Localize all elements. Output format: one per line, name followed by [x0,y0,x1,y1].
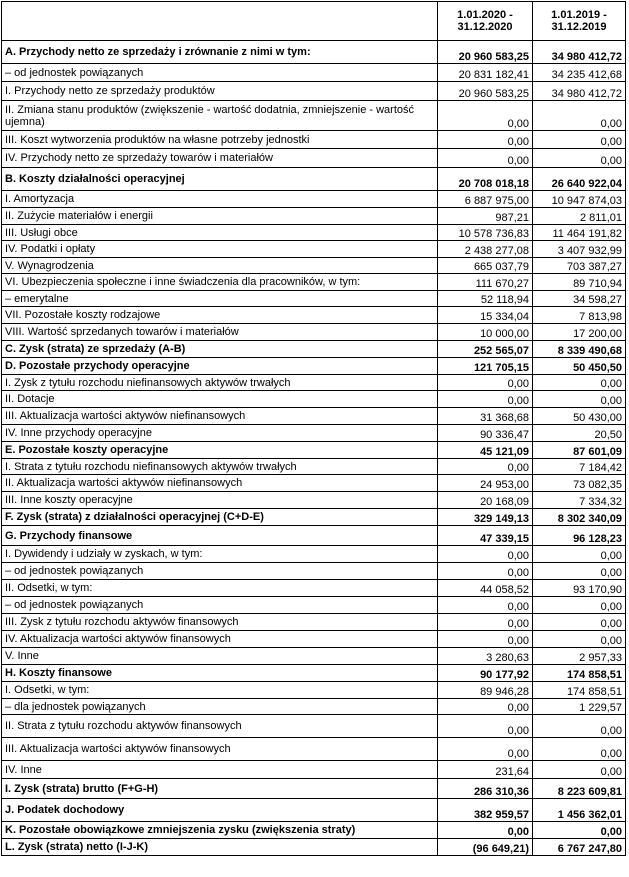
value-2019: 2 957,33 [533,648,626,665]
value-2020: 3 280,63 [438,648,533,665]
header-period-2020-text: 1.01.2020 - 31.12.2020 [457,9,513,33]
value-2020: 0,00 [438,459,533,475]
row-label: III. Koszt wytworzenia produktów na własne potrzeby jednostki [2,131,438,149]
value-2019: 96 128,23 [533,526,626,546]
table-row [2,131,626,149]
table-row [2,799,626,822]
value-2019: 7 813,98 [533,307,626,324]
value-2019: 0,00 [533,101,626,131]
value-2020: 90 336,47 [438,425,533,442]
row-label: IV. Inne przychody operacyjne [2,425,438,442]
row-label: – dla jednostek powiązanych [2,699,438,715]
header-blank [2,2,438,41]
value-2020: 10 000,00 [438,324,533,341]
table-row [2,341,626,358]
table-row [2,761,626,779]
value-2020: 20 708 018,18 [438,168,533,191]
value-2019: 3 407 932,99 [533,241,626,258]
row-label: VII. Pozostałe koszty rodzajowe [2,307,438,324]
table-row [2,597,626,614]
value-2019: 0,00 [533,738,626,761]
row-label: VIII. Wartość sprzedanych towarów i materiałów [2,324,438,341]
value-2019: 17 200,00 [533,324,626,341]
value-2019: 93 170,90 [533,580,626,597]
value-2020: 0,00 [438,597,533,614]
value-2020: 329 149,13 [438,509,533,526]
value-2020: 20 168,09 [438,492,533,509]
row-label: I. Zysk (strata) brutto (F+G-H) [2,779,438,799]
row-label: I. Amortyzacja [2,191,438,208]
value-2020: 47 339,15 [438,526,533,546]
value-2020: 24 953,00 [438,475,533,492]
value-2020: 0,00 [438,149,533,168]
table-row [2,291,626,307]
row-label: VI. Ubezpieczenia społeczne i inne świadczenia dla pracowników, w tym: [2,274,438,291]
value-2020: 31 368,68 [438,408,533,425]
value-2020: 286 310,36 [438,779,533,799]
value-2020: 0,00 [438,631,533,648]
value-2019: 6 767 247,80 [533,839,626,856]
table-row [2,64,626,82]
row-label: II. Odsetki, w tym: [2,580,438,597]
value-2019: 0,00 [533,546,626,563]
table-row [2,274,626,291]
value-2020: 382 959,57 [438,799,533,822]
table-row [2,509,626,526]
value-2020: 252 565,07 [438,341,533,358]
value-2020: 90 177,92 [438,665,533,682]
table-row [2,241,626,258]
table-row [2,715,626,738]
row-label: – od jednostek powiązanych [2,597,438,614]
table-row [2,699,626,715]
value-2020: 10 578 736,83 [438,225,533,241]
value-2019: 703 387,27 [533,258,626,274]
row-label: K. Pozostałe obowiązkowe zmniejszenia zysku (zwiększenia straty) [2,822,438,839]
row-label: E. Pozostałe koszty operacyjne [2,442,438,459]
row-label: – od jednostek powiązanych [2,64,438,82]
value-2019: 174 858,51 [533,682,626,699]
row-label: IV. Przychody netto ze sprzedaży towarów i materiałów [2,149,438,168]
row-label: B. Koszty działalności operacyjnej [2,168,438,191]
value-2020: 0,00 [438,715,533,738]
table-row [2,442,626,459]
row-label: III. Inne koszty operacyjne [2,492,438,509]
row-label: I. Zysk z tytułu rozchodu niefinansowych aktywów trwałych [2,375,438,391]
value-2019: 0,00 [533,563,626,580]
row-label: H. Koszty finansowe [2,665,438,682]
value-2019: 0,00 [533,761,626,779]
value-2020: 0,00 [438,822,533,839]
row-label: II. Strata z tytułu rozchodu aktywów finansowych [2,715,438,738]
row-label: III. Aktualizacja wartości aktywów niefinansowych [2,408,438,425]
row-label: V. Inne [2,648,438,665]
header-period-2019 [533,2,626,41]
row-label: I. Dywidendy i udziały w zyskach, w tym: [2,546,438,563]
row-label: II. Aktualizacja wartości aktywów niefinansowych [2,475,438,492]
value-2019: 10 947 874,03 [533,191,626,208]
table-row [2,168,626,191]
value-2019: 8 223 609,81 [533,779,626,799]
value-2020: 0,00 [438,375,533,391]
table-row [2,101,626,131]
table-row [2,563,626,580]
value-2019: 0,00 [533,375,626,391]
table-row [2,839,626,856]
value-2020: 665 037,79 [438,258,533,274]
value-2020: 15 334,04 [438,307,533,324]
value-2020: 6 887 975,00 [438,191,533,208]
row-label: III. Zysk z tytułu rozchodu aktywów finansowych [2,614,438,631]
value-2020: 2 438 277,08 [438,241,533,258]
table-row [2,225,626,241]
value-2020: 121 705,15 [438,358,533,375]
table-row [2,258,626,274]
value-2020: 0,00 [438,614,533,631]
row-label: G. Przychody finansowe [2,526,438,546]
row-label: L. Zysk (strata) netto (I-J-K) [2,839,438,856]
row-label: I. Strata z tytułu rozchodu niefinansowych aktywów trwałych [2,459,438,475]
table-row [2,375,626,391]
value-2020: 0,00 [438,699,533,715]
value-2019: 89 710,94 [533,274,626,291]
table-row [2,682,626,699]
value-2020: 0,00 [438,131,533,149]
value-2019: 20,50 [533,425,626,442]
row-label: IV. Inne [2,761,438,779]
row-label: J. Podatek dochodowy [2,799,438,822]
value-2020: 0,00 [438,738,533,761]
value-2019: 34 598,27 [533,291,626,307]
table-row [2,526,626,546]
row-label: III. Usługi obce [2,225,438,241]
table-row [2,665,626,682]
row-label: C. Zysk (strata) ze sprzedaży (A-B) [2,341,438,358]
value-2019: 1 229,57 [533,699,626,715]
table-row [2,41,626,64]
value-2020: 44 058,52 [438,580,533,597]
table-row [2,492,626,509]
table-row [2,358,626,375]
row-label: IV. Aktualizacja wartości aktywów finansowych [2,631,438,648]
value-2020: 0,00 [438,563,533,580]
value-2019: 0,00 [533,614,626,631]
value-2019: 34 980 412,72 [533,41,626,64]
value-2019: 1 456 362,01 [533,799,626,822]
value-2019: 7 334,32 [533,492,626,509]
value-2020: 89 946,28 [438,682,533,699]
value-2020: 20 960 583,25 [438,82,533,101]
value-2019: 174 858,51 [533,665,626,682]
value-2020: 0,00 [438,546,533,563]
value-2019: 0,00 [533,391,626,408]
header-period-2020 [438,2,533,41]
row-label: F. Zysk (strata) z działalności operacyjnej (C+D-E) [2,509,438,526]
income-statement-table [1,1,626,856]
row-label: – emerytalne [2,291,438,307]
row-label: V. Wynagrodzenia [2,258,438,274]
row-label: I. Odsetki, w tym: [2,682,438,699]
value-2020: 45 121,09 [438,442,533,459]
table-row [2,738,626,761]
row-label: IV. Podatki i opłaty [2,241,438,258]
table-row [2,391,626,408]
header-period-2019-text: 1.01.2019 - 31.12.2019 [551,9,607,33]
table-row [2,580,626,597]
row-label: II. Zmiana stanu produktów (zwiększenie - wartość dodatnia, zmniejszenie - wartość ujemna) [2,101,438,131]
value-2019: 2 811,01 [533,208,626,225]
value-2019: 0,00 [533,149,626,168]
value-2020: 987,21 [438,208,533,225]
table-row [2,546,626,563]
value-2019: 26 640 922,04 [533,168,626,191]
value-2020: 20 831 182,41 [438,64,533,82]
value-2019: 0,00 [533,597,626,614]
row-label: III. Aktualizacja wartości aktywów finansowych [2,738,438,761]
row-label: A. Przychody netto ze sprzedaży i zrównanie z nimi w tym: [2,41,438,64]
row-label: – od jednostek powiązanych [2,563,438,580]
value-2019: 11 464 191,82 [533,225,626,241]
row-label: D. Pozostałe przychody operacyjne [2,358,438,375]
table-row [2,82,626,101]
value-2019: 50 430,00 [533,408,626,425]
value-2020: 0,00 [438,391,533,408]
value-2020: 52 118,94 [438,291,533,307]
value-2020: (96 649,21) [438,839,533,856]
value-2020: 20 960 583,25 [438,41,533,64]
value-2019: 87 601,09 [533,442,626,459]
value-2019: 0,00 [533,131,626,149]
header-row [2,2,626,41]
table-row [2,324,626,341]
table-row [2,459,626,475]
value-2019: 34 235 412,68 [533,64,626,82]
value-2019: 73 082,35 [533,475,626,492]
value-2020: 111 670,27 [438,274,533,291]
value-2019: 7 184,42 [533,459,626,475]
table-row [2,614,626,631]
value-2019: 0,00 [533,822,626,839]
value-2020: 231,64 [438,761,533,779]
table-row [2,208,626,225]
row-label: I. Przychody netto ze sprzedaży produktów [2,82,438,101]
table-row [2,779,626,799]
table-row [2,425,626,442]
value-2019: 0,00 [533,631,626,648]
value-2019: 8 339 490,68 [533,341,626,358]
value-2019: 34 980 412,72 [533,82,626,101]
table-row [2,648,626,665]
value-2019: 50 450,50 [533,358,626,375]
table-row [2,307,626,324]
table-row [2,822,626,839]
table-row [2,149,626,168]
row-label: II. Zużycie materiałów i energii [2,208,438,225]
value-2020: 0,00 [438,101,533,131]
value-2019: 8 302 340,09 [533,509,626,526]
table-row [2,631,626,648]
row-label: II. Dotacje [2,391,438,408]
table-row [2,191,626,208]
value-2019: 0,00 [533,715,626,738]
table-row [2,408,626,425]
table-row [2,475,626,492]
